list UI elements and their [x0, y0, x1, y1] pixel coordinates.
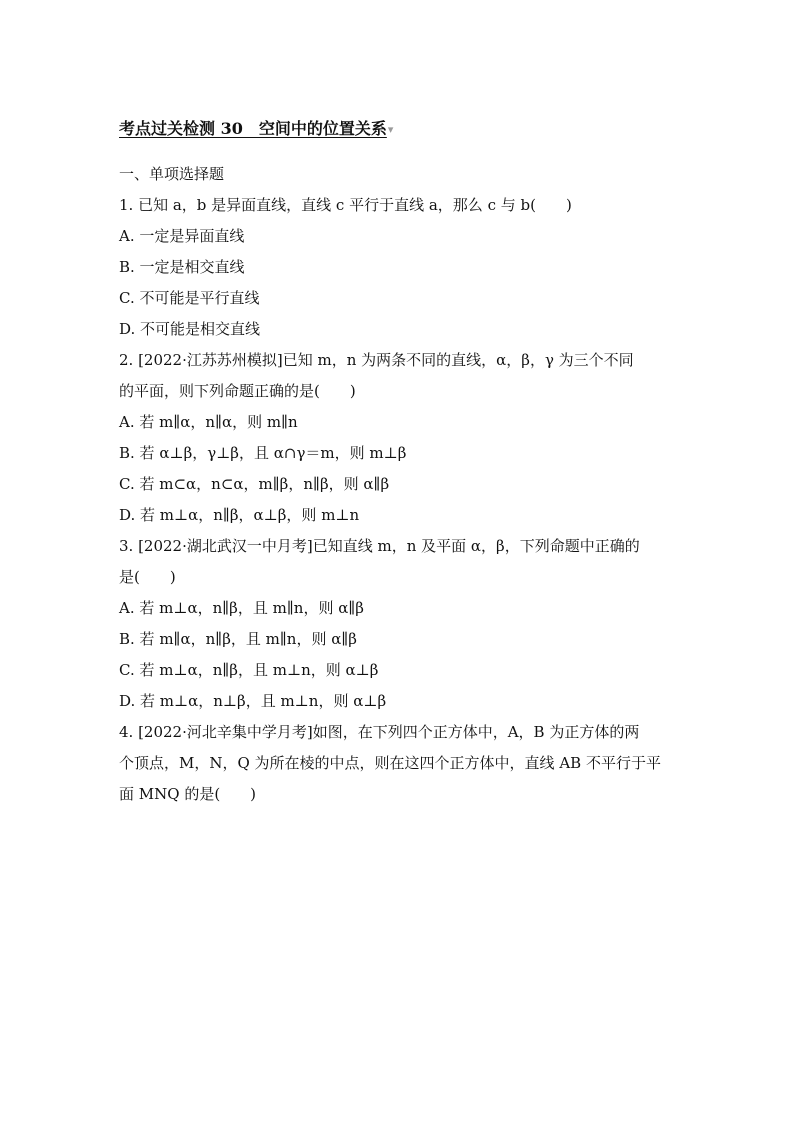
option-c: C. 若 m⊥α，n∥β，且 m⊥n，则 α⊥β — [119, 661, 379, 679]
question-stem-line: 2. [2022·江苏苏州模拟]已知 m，n 为两条不同的直线，α，β，γ 为三个不同 — [119, 351, 634, 369]
option-b: B. 一定是相交直线 — [119, 258, 245, 276]
option-d: D. 不可能是相交直线 — [119, 320, 261, 338]
option-c: C. 若 m⊂α，n⊂α，m∥β，n∥β，则 α∥β — [119, 475, 390, 493]
option-b: B. 若 α⊥β，γ⊥β，且 α∩γ＝m，则 m⊥β — [119, 444, 407, 462]
question-3 — [119, 531, 679, 717]
question-stem-line: 是( ) — [119, 568, 176, 586]
question-stem-line: 4. [2022·河北辛集中学月考]如图，在下列四个正方体中，A，B 为正方体的两 — [119, 723, 640, 741]
option-a: A. 若 m∥α，n∥α，则 m∥n — [119, 413, 298, 431]
option-a: A. 若 m⊥α，n∥β，且 m∥n，则 α∥β — [119, 599, 364, 617]
option-d: D. 若 m⊥α，n⊥β，且 m⊥n，则 α⊥β — [119, 692, 387, 710]
title-row — [119, 118, 679, 140]
question-2 — [119, 345, 679, 531]
dropdown-marker-icon[interactable]: ▾ — [387, 123, 394, 136]
option-a: A. 一定是异面直线 — [119, 227, 245, 245]
question-stem-line: 3. [2022·湖北武汉一中月考]已知直线 m，n 及平面 α，β，下列命题中正确的 — [119, 537, 640, 555]
option-d: D. 若 m⊥α，n∥β，α⊥β，则 m⊥n — [119, 506, 360, 524]
option-c: C. 不可能是平行直线 — [119, 289, 260, 307]
question-stem-line: 的平面，则下列命题正确的是( ) — [119, 382, 356, 400]
question-1 — [119, 190, 679, 345]
page-title: 考点过关检测 30 空间中的位置关系 — [119, 119, 387, 138]
option-b: B. 若 m∥α，n∥β，且 m∥n，则 α∥β — [119, 630, 357, 648]
question-stem-line: 1. 已知 a，b 是异面直线，直线 c 平行于直线 a，那么 c 与 b( ) — [119, 196, 572, 214]
question-4 — [119, 717, 679, 810]
section-heading: 一、单项选择题 — [119, 165, 225, 183]
question-stem-line: 个顶点，M，N，Q 为所在棱的中点，则在这四个正方体中，直线 AB 不平行于平 — [119, 754, 661, 772]
document-content — [119, 118, 679, 810]
question-stem-line: 面 MNQ 的是( ) — [119, 785, 257, 803]
